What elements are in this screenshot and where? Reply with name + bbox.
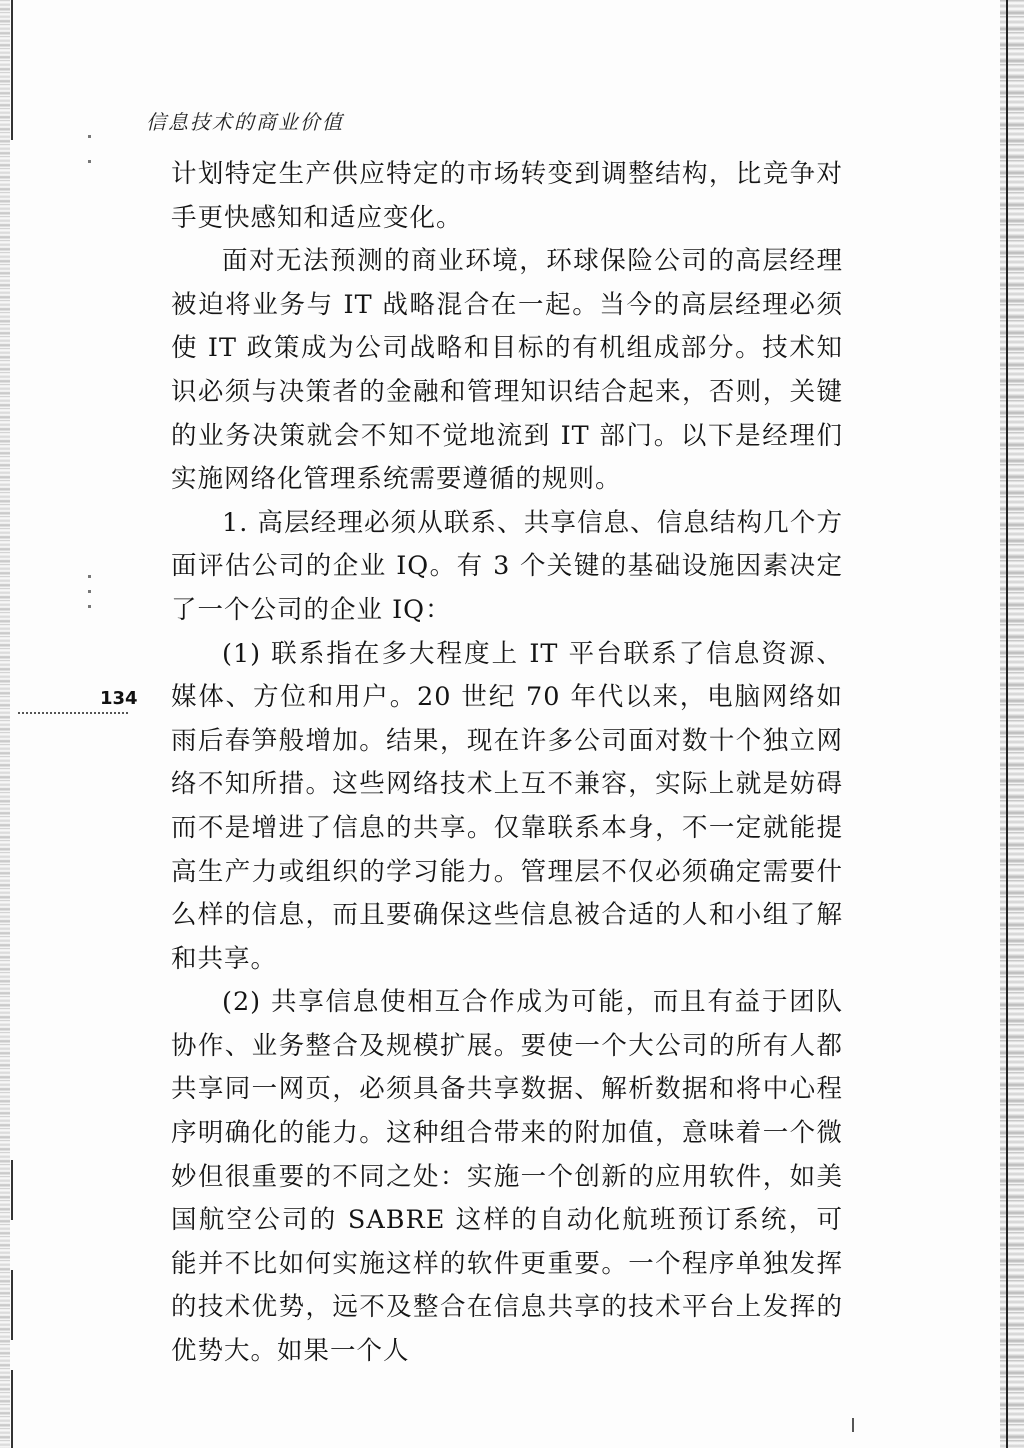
scan-edge-line [1006,0,1008,1448]
paragraph: (2) 共享信息使相互合作成为可能，而且有益于团队协作、业务整合及规模扩展。要使一个大公司的所有人都共享同一网页，必须具备共享数据、解析数据和将中心程序明确化的能力。这种组合带来的附加值，意味着一个微妙但很重要的不同之处：实施一个创新的应用软件，如美国航空公司的 SABRE 这样的自动化航班预订系统，可能并不比如何实施这样的软件更重要。一个程序单独发挥的技术优势，远不及整合在信息共享的技术平台上发挥的优势大。如果一个人 [171,987,843,1367]
page-number: 134 [100,688,138,709]
paragraph: (1) 联系指在多大程度上 IT 平台联系了信息资源、媒体、方位和用户。20 世纪 70 年代以来，电脑网络如雨后春笋般增加。结果，现在许多公司面对数十个独立网络不知所措。这些网络技术上互不兼容，实际上就是妨碍而不是增进了信息的共享。仅靠联系本身，不一定就能提高生产力或组织的学习能力。管理层不仅必须确定需要什么样的信息，而且要确保这些信息被合适的人和小组了解和共享。 [171,638,843,974]
margin-dot [88,135,91,138]
binding-edge [0,0,10,1448]
paragraph: 1. 高层经理必须从联系、共享信息、信息结构几个方面评估公司的企业 IQ。有 3 个关键的基础设施因素决定了一个公司的企业 IQ： [171,507,843,625]
margin-dot [88,590,91,593]
scan-speck [852,1418,854,1432]
page-number-rule [18,712,128,714]
margin-rule [11,1370,13,1448]
margin-rule [11,1270,13,1340]
paragraph: 计划特定生产供应特定的市场转变到调整结构，比竞争对手更快感知和适应变化。 [171,159,843,233]
margin-rule [11,1160,13,1220]
margin-dot [88,160,91,163]
body-text [171,153,843,1374]
margin-dot [88,605,91,608]
paragraph: 面对无法预测的商业环境，环球保险公司的高层经理被迫将业务与 IT 战略混合在一起。当今的高层经理必须使 IT 政策成为公司战略和目标的有机组成部分。技术知识必须与决策者的金融和管理知识结合起来，否则，关键的业务决策就会不知不觉地流到 IT 部门。以下是经理们实施网络化管理系统需要遵循的规则。 [171,246,843,495]
margin-rule [11,0,13,140]
running-header: 信息技术的商业价值 [146,110,344,134]
scan-edge [1000,0,1024,1448]
margin-dot [88,575,91,578]
